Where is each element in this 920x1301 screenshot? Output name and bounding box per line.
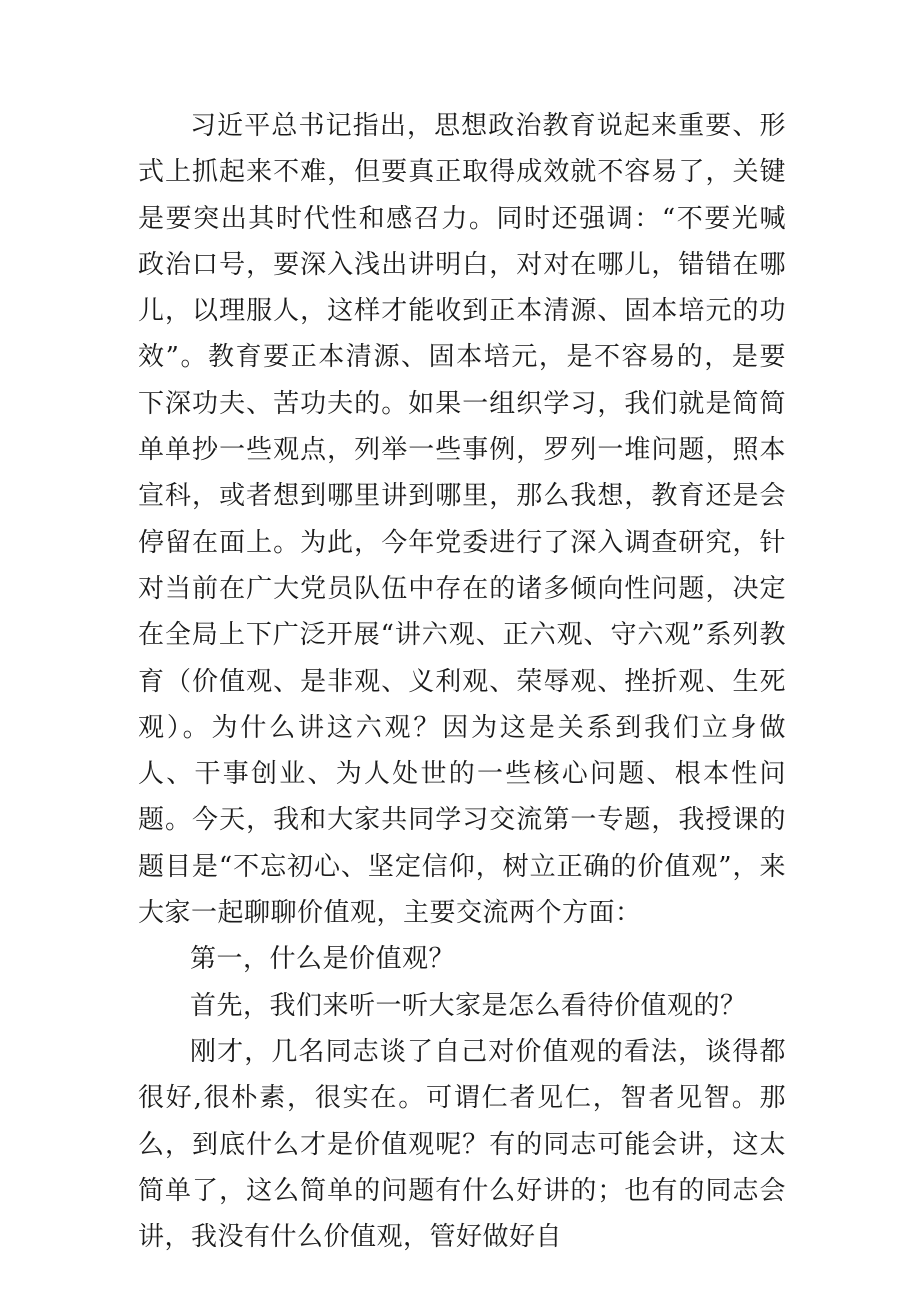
paragraph-first-point: 首先，我们来听一听大家是怎么看待价值观的？ (190, 990, 747, 1021)
paragraph-intro: 习近平总书记指出，思想政治教育说起来重要、形式上抓起来不难，但要真正取得成效就不容易了，关键是要突出其时代性和感召力。同时还强调：“不要光喊政治口号，要深入浅出讲明白，对对在哪儿，错错在哪儿，以理服人，这样才能收到正本清源、固本培元的功效”。教育要正本清源、固本培元，是不容易的，是要下深功夫、苦功夫的。如果一组织学习，我们就是简简单单抄一些观点，列举一些事例，罗列一堆问题，照本宣科，或者想到哪里讲到哪里，那么我想，教育还是会停留在面上。为此，今年党委进行了深入调查研究，针对当前在广大党员队伍中存在的诸多倾向性问题，决定在全局上下广泛开展“讲六观、正六观、守六观”系列教育（价值观、是非观、义利观、荣辱观、挫折观、生死观）。为什么讲这六观？因为这是关系到我们立身做人、干事创业、为人处世的一些核心问题、根本性问题。今天，我和大家共同学习交流第一专题，我授课的题目是“不忘初心、坚定信仰，树立正确的价值观”，来大家一起聊聊价值观，主要交流两个方面： (138, 111, 786, 929)
paragraph-section-heading: 第一，什么是价值观？ (190, 944, 456, 975)
document-page (138, 103, 786, 1260)
paragraph-discussion: 刚才，几名同志谈了自己对价值观的看法，谈得都很好,很朴素，很实在。可谓仁者见仁，智者见智。那么，到底什么才是价值观呢？有的同志可能会讲，这太简单了，这么简单的问题有什么好讲的；也有的同志会讲，我没有什么价值观，管好做好自 (138, 1036, 786, 1253)
